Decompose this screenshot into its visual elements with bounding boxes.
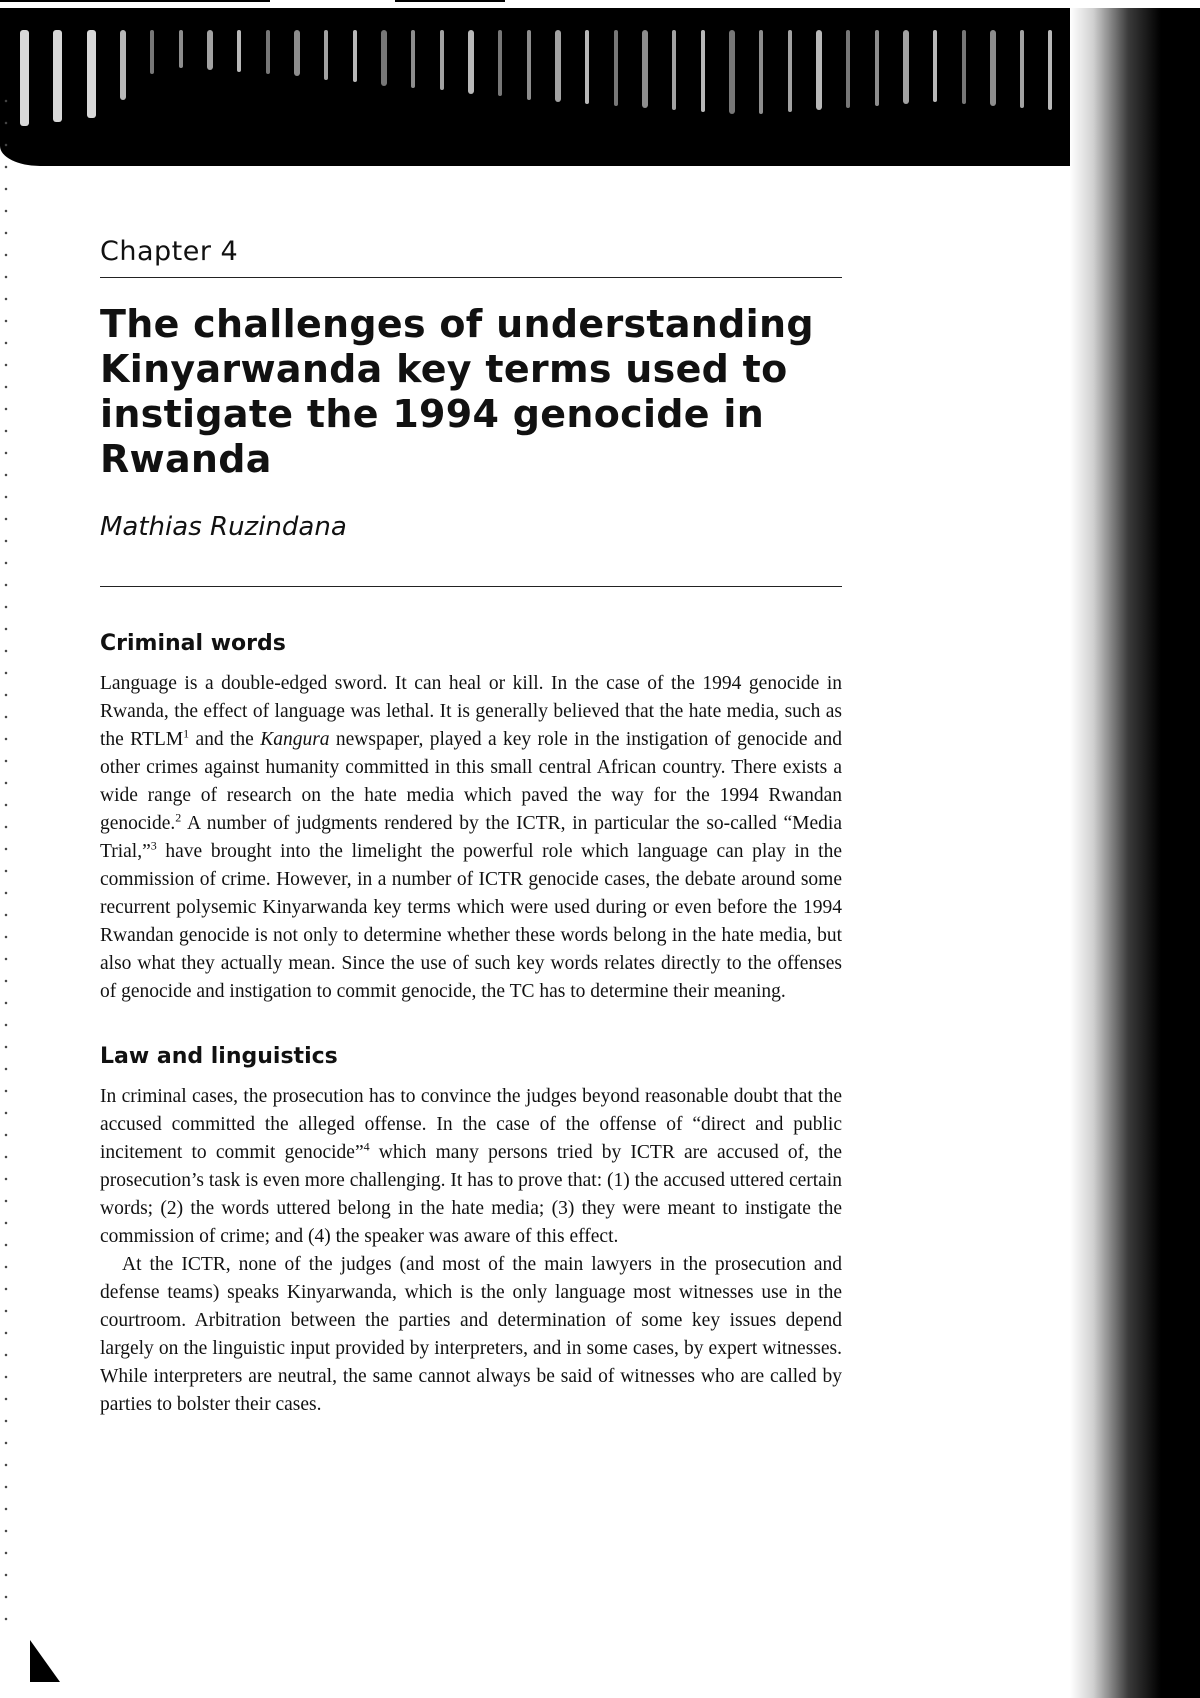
band-tick (701, 30, 705, 112)
band-tick (585, 30, 589, 104)
header-band (0, 8, 1170, 166)
page-content (100, 236, 842, 1419)
band-tick (120, 30, 126, 100)
band-tick (207, 30, 213, 70)
band-tick (672, 30, 676, 110)
band-tick (20, 30, 29, 126)
chapter-author: Mathias Ruzindana (100, 512, 842, 587)
page-edge-shadow (1070, 8, 1200, 1698)
band-tick (150, 30, 154, 74)
band-tick (759, 30, 763, 114)
band-tick (381, 30, 387, 86)
paragraph: At the ICTR, none of the judges (and most of the main lawyers in the prosecution and defense teams) speaks Kinyarwanda, which is the only language most witnesses use in the courtroom. Arbitration between the parties and determination of some key issues depend largely on the linguistic input provided by interpreters, and in some cases, by expert witnesses. While interpreters are neutral, the same cannot always be said of witnesses who are called by parties to bolster their cases. (100, 1254, 842, 1415)
band-tick (237, 30, 241, 72)
paragraph: In criminal cases, the prosecution has to convince the judges beyond reasonable doubt that the accused committed the alleged offense. In the case of the offense of “direct and public incitement to commit genocide”$^4$ which many persons tried by ICTR are accused of, the prosecution’s task is even more challenging. It has to prove that: (1) the accused uttered certain words; (2) the words uttered belong in the hate media; (3) they were meant to instigate the commission of crime; and (4) the speaker was aware of this effect. (100, 1086, 842, 1247)
footnote-ref: 4 (363, 1139, 370, 1154)
chapter-label: Chapter 4 (100, 236, 842, 278)
band-tick (962, 30, 966, 104)
chapter-title: The challenges of understanding Kinyarwanda key terms used to instigate the 1994 genocide in Rwanda (100, 302, 814, 481)
footnote-ref: 2 (175, 810, 182, 825)
band-tick (642, 30, 648, 108)
band-tick (990, 30, 996, 106)
italic-term: Kangura (260, 729, 330, 750)
footnote-ref: 3 (150, 838, 157, 853)
band-tick (933, 30, 937, 102)
band-tick (179, 30, 183, 68)
band-tick (555, 30, 561, 102)
scan-top-rule-left (0, 0, 270, 2)
scan-top-rule-middle (395, 0, 505, 2)
band-tick (294, 30, 300, 76)
band-tick (614, 30, 618, 106)
section-heading-law-and-linguistics: Law and linguistics (100, 1044, 338, 1069)
band-tick (411, 30, 415, 88)
band-tick (87, 30, 96, 118)
band-tick (527, 30, 531, 100)
band-tick (875, 30, 879, 106)
band-tick (729, 30, 735, 114)
band-tick (788, 30, 792, 112)
band-tick (53, 30, 62, 122)
corner-mark (30, 1640, 60, 1682)
section-heading-criminal-words: Criminal words (100, 631, 286, 656)
band-tick (846, 30, 850, 108)
band-tick (1048, 30, 1052, 110)
band-tick (903, 30, 909, 104)
band-tick (324, 30, 328, 80)
band-tick (1020, 30, 1024, 108)
footnote-ref: 1 (183, 726, 190, 741)
band-tick (816, 30, 822, 110)
header-band-marks (20, 30, 1170, 140)
band-tick (353, 30, 357, 82)
band-tick (498, 30, 502, 96)
band-tick (266, 30, 270, 74)
paragraph: Language is a double-edged sword. It can heal or kill. In the case of the 1994 genocide in Rwanda, the effect of language was lethal. It is generally believed that the hate media, such as the RTLM$^1$ and the Kangura newspaper, played a key role in the instigation of genocide and other crimes against humanity committed in this small central African country. There exists a wide range of research on the hate media which paved the way for the 1994 Rwandan genocide.$^2$ A number of judgments rendered by the ICTR, in particular the so-called “Media Trial,”$^3$ have brought into the limelight the powerful role which language can play in the commission of crime. However, in a number of ICTR genocide cases, the debate around some recurrent polysemic Kinyarwanda key terms which were used during or even before the 1994 Rwandan genocide is not only to determine whether these words belong in the hate media, but also what they actually mean. Since the use of such key words relates directly to the offenses of genocide and instigation to commit genocide, the TC has to determine their meaning. (100, 673, 842, 1002)
band-tick (440, 30, 444, 90)
band-tick (468, 30, 474, 94)
binding-dots (4, 90, 8, 1630)
